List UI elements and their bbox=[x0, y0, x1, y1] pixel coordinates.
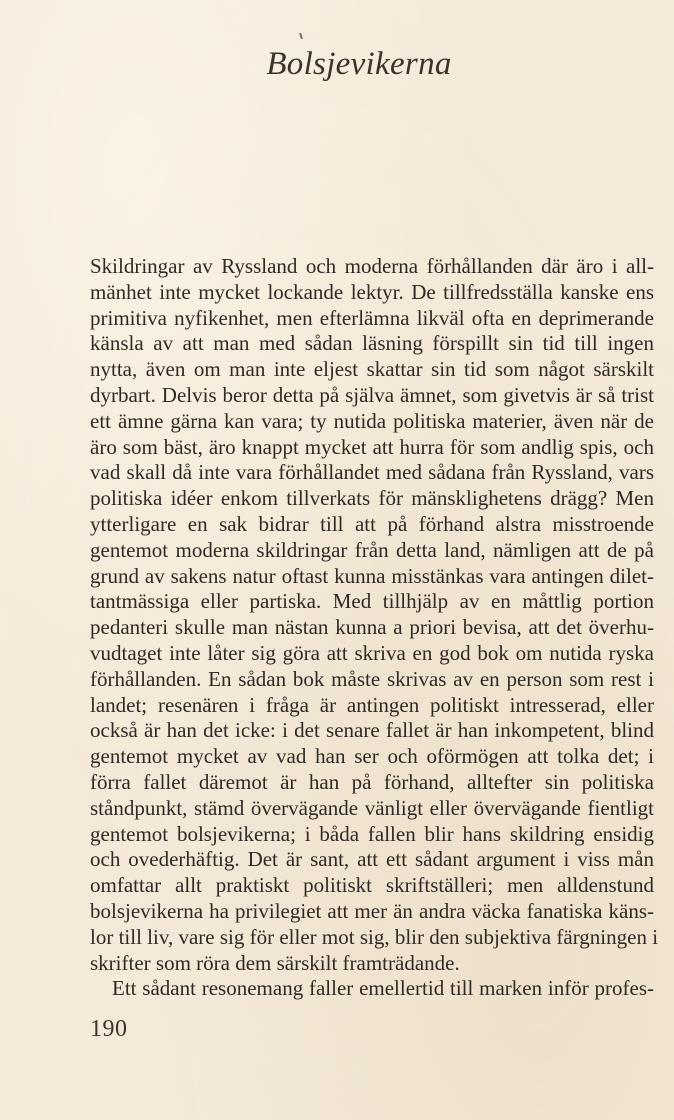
text-line: tantmässiga eller partiska. Med tillhjälp av en måttlig portion bbox=[90, 589, 654, 614]
body-text bbox=[90, 254, 659, 1002]
text-line: lor till liv, vare sig för eller mot sig, blir den subjektiva färgningen i bbox=[90, 924, 659, 949]
text-line: känsla av att man med sådan läsning förspillt sin tid till ingen bbox=[90, 331, 654, 356]
stray-mark bbox=[299, 33, 303, 39]
text-line: gentemot bolsjevikerna; i båda fallen blir hans skildring ensidig bbox=[90, 821, 654, 846]
text-line: förra fallet däremot är han på förhand, alltefter sin politiska bbox=[90, 769, 654, 794]
text-line: grund av sakens natur oftast kunna misstänkas vara antingen dilet- bbox=[90, 563, 654, 588]
text-line: ståndpunkt, stämd övervägande vänligt eller övervägande fientligt bbox=[90, 795, 654, 820]
text-line: vad skall då inte vara förhållandet med sådana från Ryssland, vars bbox=[90, 460, 654, 485]
text-line: förhållanden. En sådan bok måste skrivas av en person som rest i bbox=[90, 666, 654, 691]
text-line: också är han det icke: i det senare fallet är han inkompetent, blind bbox=[90, 718, 654, 743]
text-line: pedanteri skulle man nästan kunna a priori bevisa, att det överhu- bbox=[90, 615, 654, 640]
text-line: ytterligare en sak bidrar till att på förhand alstra misstroende bbox=[90, 511, 654, 536]
text-line: nytta, även om man inte eljest skattar sin tid som något särskilt bbox=[90, 357, 654, 382]
text-line: och ovederhäftig. Det är sant, att ett sådant argument i viss mån bbox=[90, 847, 654, 872]
text-line: omfattar allt praktiskt politiskt skriftställeri; men alldenstund bbox=[90, 873, 654, 898]
text-line: gentemot moderna skildringar från detta land, nämligen att de på bbox=[90, 537, 654, 562]
text-line: mänhet inte mycket lockande lektyr. De tillfredsställa kanske ens bbox=[90, 279, 654, 304]
text-line: Ett sådant resonemang faller emellertid till marken inför profes- bbox=[112, 976, 654, 1001]
text-line: skrifter som röra dem särskilt framträdande. bbox=[90, 950, 460, 975]
text-line: politiska idéer enkom tillverkats för mänsklighetens drägg? Men bbox=[90, 486, 654, 511]
text-line: ett ämne gärna kan vara; ty nutida politiska materier, även när de bbox=[90, 408, 654, 433]
text-line: äro som bäst, äro knappt mycket att hurra för som andlig spis, och bbox=[90, 434, 654, 459]
text-line: bolsjevikerna ha privilegiet att mer än andra väcka fanatiska käns- bbox=[90, 898, 654, 923]
page-number: 190 bbox=[90, 1016, 128, 1042]
text-line: gentemot mycket av vad han ser och oförmögen att tolka det; i bbox=[90, 744, 654, 769]
text-line: dyrbart. Delvis beror detta på själva ämnet, som givetvis är så trist bbox=[90, 382, 654, 407]
text-line: Skildringar av Ryssland och moderna förhållanden där äro i all- bbox=[90, 254, 654, 278]
text-line: landet; resenären i fråga är antingen politiskt intresserad, eller bbox=[90, 692, 654, 717]
text-line: vudtaget inte låter sig göra att skriva en god bok om nutida ryska bbox=[90, 640, 654, 665]
running-head: Bolsjevikerna bbox=[266, 46, 452, 82]
text-line: primitiva nyfikenhet, men efterlämna likväl ofta en deprimerande bbox=[90, 305, 654, 330]
